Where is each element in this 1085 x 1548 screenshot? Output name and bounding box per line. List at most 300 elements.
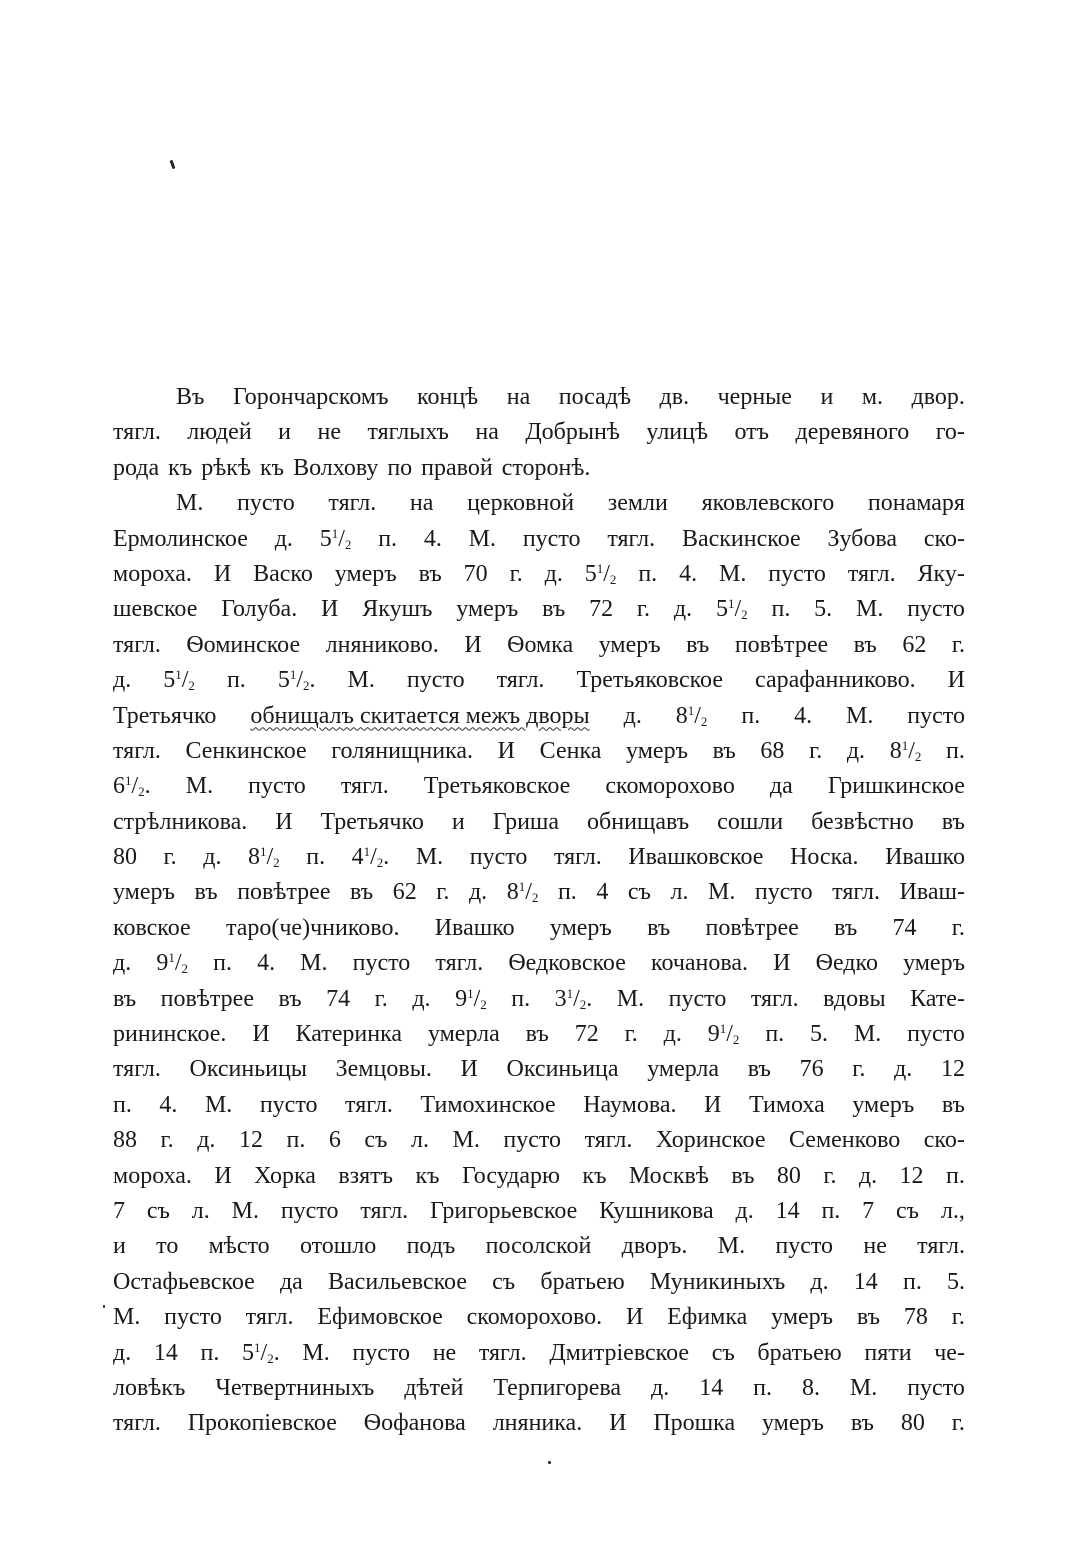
word: умерла [647, 1056, 720, 1083]
word: Григорьевское [430, 1197, 578, 1224]
word: умеръ [761, 1410, 824, 1437]
word: тягл. [496, 667, 545, 694]
word: въ [712, 737, 736, 764]
word: умеръ [903, 950, 965, 977]
text-line [113, 1371, 965, 1406]
word: $5^1/_2$ [715, 596, 748, 623]
word: въ [856, 1304, 881, 1331]
word: И [947, 667, 965, 694]
word: въ [542, 596, 566, 623]
text-line [113, 1017, 965, 1052]
word: скоморохово. [466, 1304, 603, 1331]
word: 74 [892, 914, 917, 941]
word: И [460, 1056, 478, 1083]
word: $8^1/_2$ [675, 702, 708, 729]
word: пусто [907, 1021, 965, 1048]
word: г. [823, 1162, 837, 1189]
word: п. [821, 1197, 841, 1224]
word: Ивашко [434, 914, 515, 941]
word: Васкинское [681, 525, 801, 552]
ink-speck [103, 1305, 105, 1308]
word: въ [941, 1091, 965, 1118]
word: п. [511, 985, 531, 1012]
text-line [113, 1229, 965, 1264]
word: г. [624, 1021, 638, 1048]
word: д. [544, 560, 563, 587]
word: д. [894, 1056, 913, 1083]
word: Ѳедко [815, 950, 878, 977]
word: 12 [238, 1127, 263, 1154]
word: къ [582, 1162, 607, 1189]
text-line [113, 1052, 965, 1087]
word: Хоринское [655, 1127, 766, 1154]
word: 62 [902, 631, 927, 658]
word: п. [286, 1127, 306, 1154]
word: умеръ [771, 1304, 834, 1331]
word: Сенка [539, 737, 602, 764]
word: Прокопіевское [187, 1410, 337, 1437]
word: И [773, 950, 791, 977]
word: Тимоха [748, 1091, 825, 1118]
word: 62 [392, 879, 417, 906]
word: пусто [668, 985, 727, 1012]
word: г. [636, 596, 651, 623]
word: М. [853, 1021, 882, 1048]
word: отъ [734, 419, 770, 446]
word: пяти [864, 1339, 912, 1366]
word: 5. [946, 1268, 965, 1295]
word: 4. [159, 1091, 178, 1118]
word: 14 [775, 1197, 800, 1224]
word: пусто [406, 667, 465, 694]
word: л. [410, 1127, 429, 1154]
word: съ [146, 1197, 170, 1224]
word: съ [627, 879, 651, 906]
word: М. [302, 1339, 330, 1366]
word: г. [951, 914, 965, 941]
word: тягл. [245, 1304, 294, 1331]
word: 72 [574, 1021, 599, 1048]
word: М. [717, 1233, 746, 1260]
word: въ [113, 985, 137, 1012]
word: 4. [794, 702, 813, 729]
word: 14 [153, 1339, 178, 1366]
word: тягл. [345, 1091, 393, 1118]
word: лняниково. [325, 631, 439, 658]
text-line [113, 1406, 965, 1441]
word: тягл. [847, 560, 896, 587]
word: д. [113, 950, 132, 977]
word: п. [902, 1268, 922, 1295]
word: тягл. [328, 490, 377, 517]
word: $5^1/_2$. [242, 1339, 280, 1366]
word: д. [468, 879, 488, 906]
word: Прошка [653, 1410, 736, 1437]
word: М. [849, 1374, 878, 1401]
word: Зубова [827, 525, 898, 552]
text-line [113, 486, 965, 521]
word: д. [113, 1339, 132, 1366]
word: и [451, 808, 465, 835]
text-line [113, 875, 965, 910]
word: Наумова. [583, 1091, 677, 1118]
word: земли [607, 490, 668, 517]
word: И [497, 737, 516, 764]
word: $5^1/_2$ [584, 560, 617, 587]
word: умеръ [626, 737, 688, 764]
text-line [113, 840, 965, 875]
word: шевское [113, 596, 198, 623]
word: къ [259, 454, 285, 481]
word: М. [204, 1091, 233, 1118]
word: 5. [814, 596, 833, 623]
word: въ [941, 808, 965, 835]
word: Гриша [492, 808, 560, 835]
word: Оксиньицы [189, 1056, 307, 1083]
word: д. [274, 525, 293, 552]
word: п. [946, 737, 965, 764]
word: въ [747, 1056, 771, 1083]
word: Голуба. [221, 596, 298, 623]
text-line [113, 699, 965, 734]
word: въ [834, 914, 858, 941]
word: умерла [427, 1021, 500, 1048]
word: правой [421, 454, 493, 481]
word: вдовы [823, 985, 886, 1012]
text-line [113, 557, 965, 592]
word: п. [113, 1091, 132, 1118]
word: скоморохово [605, 773, 735, 800]
word: М. [718, 560, 747, 587]
word: 14 [699, 1374, 724, 1401]
word: М. [708, 879, 736, 906]
text-line [113, 522, 965, 557]
word: пусто [259, 1091, 318, 1118]
text-line [113, 1265, 965, 1300]
word: $5^1/_2$ [319, 525, 352, 552]
word: сторонѣ. [501, 454, 591, 481]
word: тягл. [917, 1233, 965, 1260]
text-line [113, 592, 965, 627]
word: 78 [903, 1304, 928, 1331]
word: п. [557, 879, 577, 906]
word: Ефимка [667, 1304, 748, 1331]
text-line [113, 1194, 965, 1229]
text-line [113, 380, 965, 415]
word: и [820, 384, 834, 410]
word: $9^1/_2$ [455, 985, 487, 1012]
word: 8. [801, 1374, 820, 1401]
word: сарафанниково. [755, 667, 916, 694]
word: г. [852, 1056, 866, 1083]
word: черные [717, 384, 792, 410]
word: $4^1/_2$. [351, 844, 390, 871]
word: по [387, 454, 413, 481]
word: Якушъ [362, 596, 433, 623]
word: 80 [113, 844, 137, 871]
word: понамаря [867, 490, 965, 517]
word: М. [347, 667, 375, 694]
word: Хорка [254, 1162, 316, 1189]
text-line [113, 1123, 965, 1158]
word: да [279, 1268, 303, 1295]
text-line [113, 946, 965, 981]
word: г. [509, 560, 523, 587]
text-line [113, 769, 965, 804]
word: мороха. [113, 560, 192, 587]
word: деревяного [795, 419, 910, 446]
word: умеръ [456, 596, 519, 623]
word: Ѳофанова [363, 1410, 466, 1437]
word: рода [113, 454, 160, 481]
word: тягл. [113, 419, 161, 446]
word: Волхову [293, 454, 379, 481]
word: тягл. [113, 1056, 161, 1083]
word: умеръ [549, 914, 612, 941]
word: го- [935, 419, 965, 446]
word: церковной [467, 490, 575, 517]
word: д. [113, 667, 132, 694]
word: въ [194, 879, 218, 906]
word: въ [850, 1410, 874, 1437]
word: Ѳедковское [508, 950, 626, 977]
word: повѣтрее [734, 631, 829, 658]
word: тягл. [553, 844, 602, 871]
word: 4. [679, 560, 698, 587]
word: Добрынѣ [525, 419, 620, 446]
word: ско- [923, 1127, 965, 1154]
word: двор. [911, 384, 965, 410]
word: д. [846, 737, 866, 764]
word: Оксиньица [506, 1056, 619, 1083]
word: г. [809, 737, 823, 764]
word: д. [412, 985, 431, 1012]
word: стрѣлникова. [113, 808, 248, 835]
word: г. [163, 844, 177, 871]
word: и [278, 419, 291, 446]
word: да [769, 773, 793, 800]
word: людей [187, 419, 252, 446]
word: съ [364, 1127, 388, 1154]
word: кочанова. [651, 950, 749, 977]
word: тяглыхъ [367, 419, 449, 446]
word: Васильевское [328, 1268, 467, 1295]
word: Третьяковское [576, 667, 723, 694]
text-line [113, 982, 965, 1017]
word: Земцовы. [335, 1056, 432, 1083]
word: Ѳомка [507, 631, 574, 658]
word: Яку- [917, 560, 965, 587]
word: тягл. [360, 1197, 409, 1224]
word: мороха. [113, 1162, 192, 1189]
word: $6^1/_2$. [113, 773, 151, 800]
word: $9^1/_2$ [707, 1021, 740, 1048]
word: ско- [923, 525, 965, 552]
word: Муникиныхъ [649, 1268, 786, 1295]
word: безвѣстно [811, 808, 914, 835]
word: и [113, 1233, 126, 1260]
word: д. [663, 1021, 682, 1048]
word: пусто [280, 1197, 339, 1224]
word: 4. [257, 950, 276, 977]
text-line [113, 1088, 965, 1123]
word: 74 [326, 985, 351, 1012]
word: Государю [462, 1162, 560, 1189]
word: въ [853, 631, 877, 658]
word: посадѣ [558, 384, 632, 410]
word: М. [231, 1197, 259, 1224]
word: л. [670, 879, 689, 906]
text-line [113, 1300, 965, 1335]
word: Ивашковское [628, 844, 764, 871]
word: Гришкинское [827, 773, 965, 800]
word: Ефимовское [317, 1304, 443, 1331]
word: Остафьевское [113, 1268, 255, 1295]
word: въ [525, 1021, 549, 1048]
word: д. [651, 1374, 670, 1401]
body-text [113, 380, 965, 1442]
word: И [321, 596, 339, 623]
word: п. [753, 1374, 772, 1401]
word: рининское. [113, 1021, 227, 1048]
word: 72 [589, 596, 614, 623]
word: Ѳоминское [186, 631, 301, 658]
word: лняника. [492, 1410, 583, 1437]
word: на [475, 419, 499, 446]
word: на [409, 490, 434, 517]
word: тягл. [435, 950, 484, 977]
word: Тимохинское [420, 1091, 556, 1118]
text-line [113, 805, 965, 840]
word: п. [765, 1021, 785, 1048]
word: посолской [485, 1233, 592, 1260]
word: въ [647, 914, 671, 941]
word: съ [896, 1197, 920, 1224]
text-line [113, 734, 965, 769]
word: М. [616, 985, 645, 1012]
word: 88 [113, 1127, 137, 1154]
word: г. [436, 879, 450, 906]
word: 5. [810, 1021, 829, 1048]
word: м. [861, 384, 883, 410]
word: рѣкѣ [201, 454, 251, 481]
word: умеръ [334, 560, 397, 587]
word: Ивашко [885, 844, 965, 871]
word: умеръ [852, 1091, 915, 1118]
text-line [113, 1336, 965, 1371]
word: 7 [862, 1197, 875, 1224]
word: пусто [768, 560, 826, 587]
word: Носка. [790, 844, 859, 871]
word: д. [858, 1162, 878, 1189]
word: И [214, 1162, 232, 1189]
word: М. [415, 844, 444, 871]
word: пусто [754, 879, 813, 906]
word: Четвертниныхъ [215, 1374, 375, 1401]
word: въ [418, 560, 442, 587]
word: пусто [352, 950, 411, 977]
word: Ермолинское [113, 525, 248, 552]
word: п. [378, 525, 398, 552]
word: улицѣ [646, 419, 709, 446]
word: тягл. [113, 631, 161, 658]
word: таро(че)чниково. [225, 914, 400, 941]
word: повѣтрее [160, 985, 254, 1012]
word: яковлевского [701, 490, 835, 517]
word: $5^1/_2$ [163, 667, 195, 694]
word: въ [686, 631, 710, 658]
word: взятъ [338, 1162, 394, 1189]
word: М. [113, 1304, 141, 1331]
word: пусто [469, 844, 528, 871]
word: п. [226, 667, 246, 694]
word: не [317, 419, 341, 446]
word: Горончарскомъ [232, 384, 389, 410]
word: Третьячко [113, 702, 217, 729]
word: п. [741, 702, 761, 729]
word: И [609, 1410, 627, 1437]
word: 70 [463, 560, 488, 587]
word: $5^1/_2$. [277, 667, 316, 694]
word: 76 [799, 1056, 824, 1083]
word: 12 [899, 1162, 924, 1189]
word: мѣсто [208, 1233, 270, 1260]
word: тягл. [113, 1410, 161, 1437]
word: п. [945, 1162, 965, 1189]
underlined-phrase: обнищалъ скитается межъ дворы [250, 702, 590, 729]
word: тягл. [607, 525, 656, 552]
word: л., [940, 1197, 965, 1224]
word: Иваш- [899, 879, 965, 906]
word: М. [846, 702, 874, 729]
word: Въ [176, 384, 205, 410]
ink-speck [548, 1461, 551, 1464]
word: Катe- [910, 985, 965, 1012]
word: съ [711, 1339, 735, 1366]
word: голянищника. [331, 737, 474, 764]
word: не [432, 1339, 457, 1366]
word: д. [623, 702, 642, 729]
word: пусто [907, 1374, 965, 1401]
word: М. [856, 596, 884, 623]
word: п. [200, 1339, 220, 1366]
word: д. [810, 1268, 829, 1295]
word: на [506, 384, 531, 410]
word: Семенково [789, 1127, 901, 1154]
word: дв. [659, 384, 690, 410]
word: М. [300, 950, 328, 977]
word: $3^1/_2$. [554, 985, 593, 1012]
word: $8^1/_2$ [506, 879, 539, 906]
word: подъ [406, 1233, 456, 1260]
word: г. [374, 985, 388, 1012]
word: пусто [248, 773, 306, 800]
word: къ [168, 454, 193, 481]
text-line [113, 1159, 965, 1194]
word: д. [203, 844, 222, 871]
word: И [252, 1021, 270, 1048]
word: Третьяковское [423, 773, 571, 800]
word: дворъ. [621, 1233, 688, 1260]
word: братьею [757, 1339, 842, 1366]
word: г. [951, 631, 965, 658]
word: ловѣкъ [113, 1374, 186, 1401]
word: И [275, 808, 293, 835]
word: п. [771, 596, 791, 623]
word: $8^1/_2$ [889, 737, 922, 764]
word: М. [468, 525, 497, 552]
word: къ [415, 1162, 440, 1189]
